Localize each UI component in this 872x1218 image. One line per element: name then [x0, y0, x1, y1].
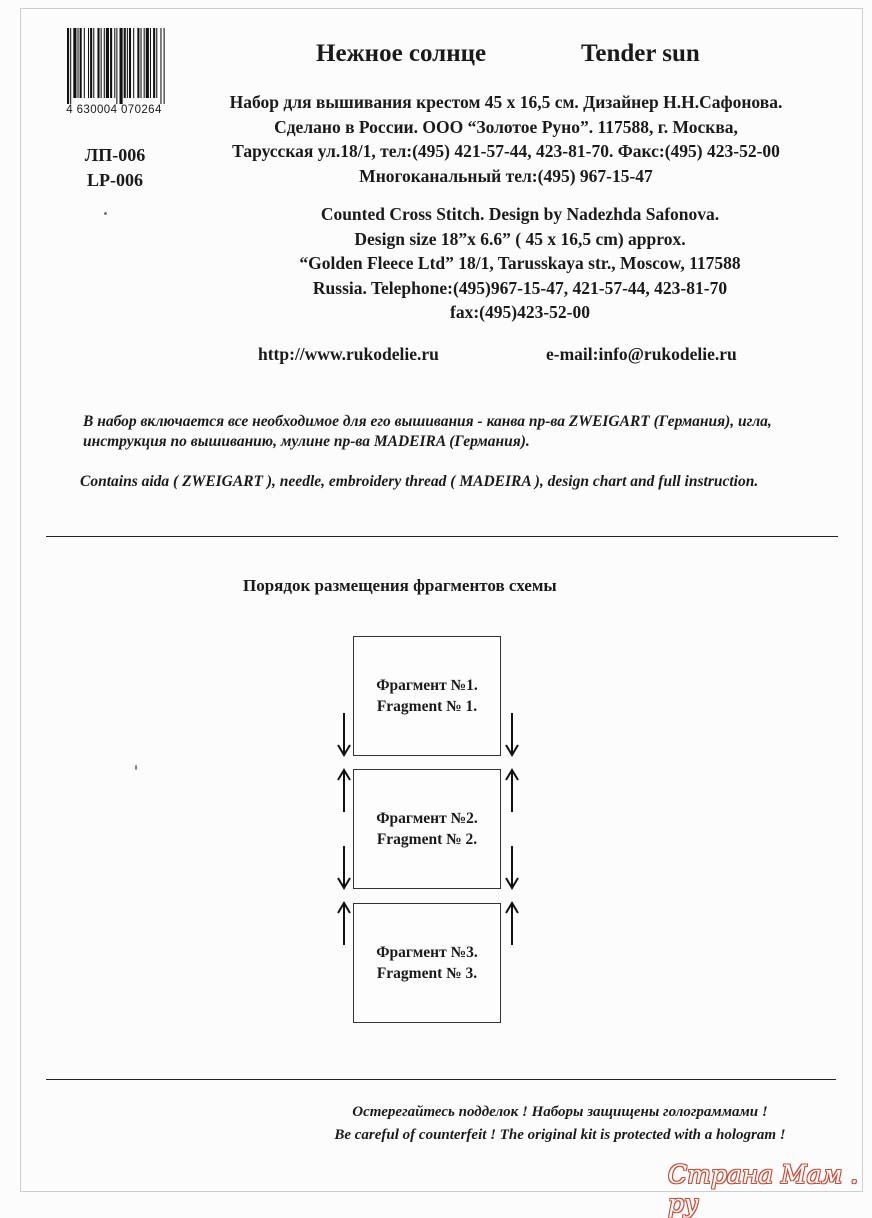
en-info-line: fax:(495)423-52-00 — [450, 302, 590, 322]
ru-info-line: Тарусская ул.18/1, тел:(495) 421-57-44, 423-81-70. Факс:(495) 423-52-00 — [232, 141, 780, 161]
barcode-bar — [106, 28, 109, 98]
barcode-bar — [80, 28, 82, 98]
barcode-bar — [104, 28, 105, 98]
barcode-bar — [141, 28, 142, 98]
barcode-bar — [160, 28, 161, 104]
arrow-up-icon — [505, 768, 519, 812]
contents-ru: В набор включается все необходимое для его вышивания - канва пр-ва ZWEIGART (Германия), игла, инструкция по вышиванию, мулине пр-ва MADEIRA (Германия). — [83, 413, 772, 450]
ru-info-line: Многоканальный тел:(495) 967-15-47 — [359, 165, 653, 186]
barcode-bar — [73, 28, 76, 98]
barcode-bar — [84, 28, 85, 98]
ru-info-line: Сделано в России. ООО “Золотое Руно”. 117588, г. Москва, — [274, 116, 738, 137]
barcode-bar — [124, 28, 126, 98]
barcode-number: 4 630004 070264 — [66, 104, 162, 116]
email-link[interactable]: e-mail:info@rukodelie.ru — [546, 344, 737, 364]
barcode-bar — [90, 28, 92, 98]
barcode-bar — [164, 28, 165, 104]
barcode-bar — [150, 28, 151, 98]
barcode-bar — [114, 28, 115, 98]
warning-en: Be careful of counterfeit ! The original kit is protected with a hologram ! — [334, 1127, 786, 1143]
barcode-bar — [127, 28, 128, 98]
arrow-up-icon — [505, 901, 519, 945]
en-info-block — [250, 202, 790, 325]
fragment-box-3 — [353, 903, 501, 1023]
barcode-bar — [110, 28, 112, 98]
barcode-bar — [156, 28, 157, 98]
article-code-ru: ЛП-006 — [84, 145, 146, 165]
warning-ru: Остерегайтесь подделок ! Наборы защищены голограммами ! — [352, 1104, 768, 1120]
watermark-text: Страна Мам . ру — [668, 1160, 859, 1218]
en-info-line: Russia. Telephone:(495)967-15-47, 421-57-44, 423-81-70 — [312, 277, 728, 298]
title-en: Tender sun — [581, 40, 700, 67]
divider-top — [46, 536, 838, 537]
fragment-box-1 — [353, 636, 501, 756]
arrow-up-icon — [337, 901, 351, 945]
website-link[interactable]: http://www.rukodelie.ru — [258, 344, 439, 364]
barcode-bar — [116, 28, 117, 104]
scan-speck — [104, 212, 107, 215]
barcode-bar — [78, 28, 79, 98]
arrow-down-icon — [337, 713, 351, 757]
scheme-title: Порядок размещения фрагментов схемы — [243, 576, 557, 595]
barcode-bar — [67, 28, 69, 104]
ru-info-block — [196, 90, 816, 188]
barcode-bar — [70, 28, 71, 104]
fragment-label-en: Fragment № 3. — [376, 965, 478, 982]
fragment-box-2 — [353, 769, 501, 889]
divider-bottom — [46, 1079, 836, 1080]
ru-info-line: Набор для вышивания крестом 45 х 16,5 см. Дизайнер Н.Н.Сафонова. — [229, 92, 783, 112]
scan-speck — [135, 765, 137, 770]
arrow-down-icon — [337, 846, 351, 890]
arrow-up-icon — [337, 768, 351, 812]
barcode-bar — [97, 28, 99, 98]
en-info-line: Counted Cross Stitch. Design by Nadezhda Safonova. — [320, 204, 720, 224]
barcode-bar — [88, 28, 89, 98]
en-info-line: “Golden Fleece Ltd” 18/1, Tarusskaya str., Moscow, 117588 — [299, 253, 741, 273]
fragment-label-ru: Фрагмент №1. — [376, 677, 478, 694]
arrow-down-icon — [505, 846, 519, 890]
en-info-line: Design size 18”x 6.6” ( 45 х 16,5 cm) approx. — [354, 228, 686, 249]
fragment-label-en: Fragment № 1. — [376, 698, 478, 715]
title-ru: Нежное солнце — [316, 40, 487, 67]
fragment-label-ru: Фрагмент №2. — [376, 810, 478, 827]
barcode-bar — [146, 28, 149, 98]
barcode-bar — [137, 28, 139, 98]
barcode — [57, 26, 171, 122]
fragment-label-ru: Фрагмент №3. — [376, 944, 478, 961]
barcode-bar — [101, 28, 102, 98]
arrow-down-icon — [505, 713, 519, 757]
contents-en: Contains aida ( ZWEIGART ), needle, embroidery thread ( MADEIRA ), design chart and full instruction. — [80, 473, 759, 490]
fragment-label-en: Fragment № 2. — [376, 831, 478, 848]
barcode-bar — [129, 28, 131, 98]
barcode-bar — [133, 28, 134, 98]
barcode-bars — [57, 26, 171, 106]
article-code-en: LP-006 — [87, 170, 143, 190]
barcode-bar — [153, 28, 155, 98]
barcode-bar — [93, 28, 94, 98]
barcode-bar — [144, 28, 145, 98]
barcode-bar — [120, 28, 123, 104]
